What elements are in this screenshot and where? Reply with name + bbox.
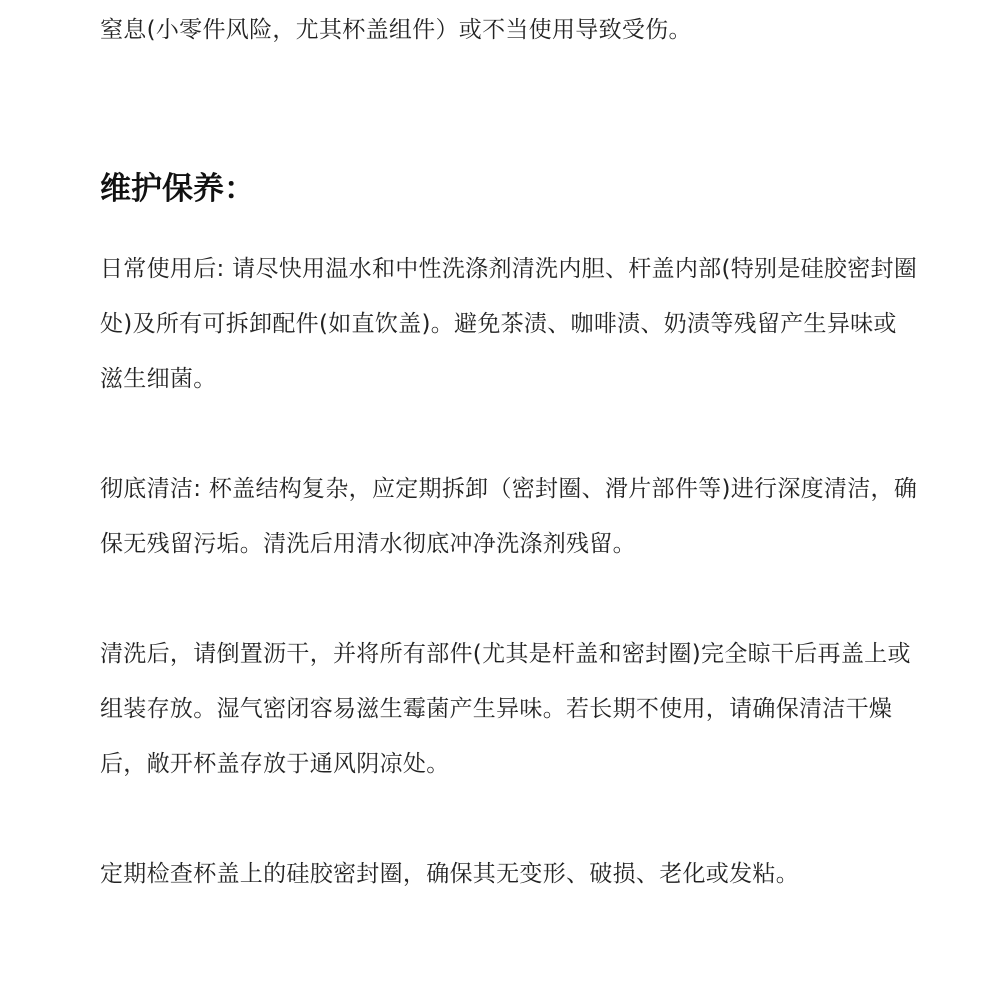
paragraph-deep-cleaning: 彻底清洁: 杯盖结构复杂，应定期拆卸（密封圈、滑片部件等)进行深度清洁，确保无残留污垢。清洗后用清水彻底冲净洗涤剂残留。: [100, 476, 918, 557]
intro-paragraph-tail: 窒息(小零件风险，尤其杯盖组件）或不当使用导致受伤。: [100, 17, 692, 43]
paragraph-seal-inspection: 定期检查杯盖上的硅胶密封圈，确保其无变形、破损、老化或发粘。: [100, 861, 799, 887]
paragraph-drying-storage: 清洗后，请倒置沥干，并将所有部件(尤其是杆盖和密封圈)完全晾干后再盖上或组装存放。湿气密闭容易滋生霉菌产生异味。若长期不使用，请确保清洁干燥后，敞开杯盖存放于通风阴凉处。: [100, 641, 911, 777]
paragraph-daily-cleaning: 日常使用后: 请尽快用温水和中性洗涤剂清洗内胆、杆盖内部(特别是硅胶密封圈处)及所有可拆卸配件(如直饮盖)。避免茶渍、咖啡渍、奶渍等残留产生异味或滋生细菌。: [100, 256, 918, 392]
section-title-maintenance: 维护保养：: [100, 171, 255, 207]
